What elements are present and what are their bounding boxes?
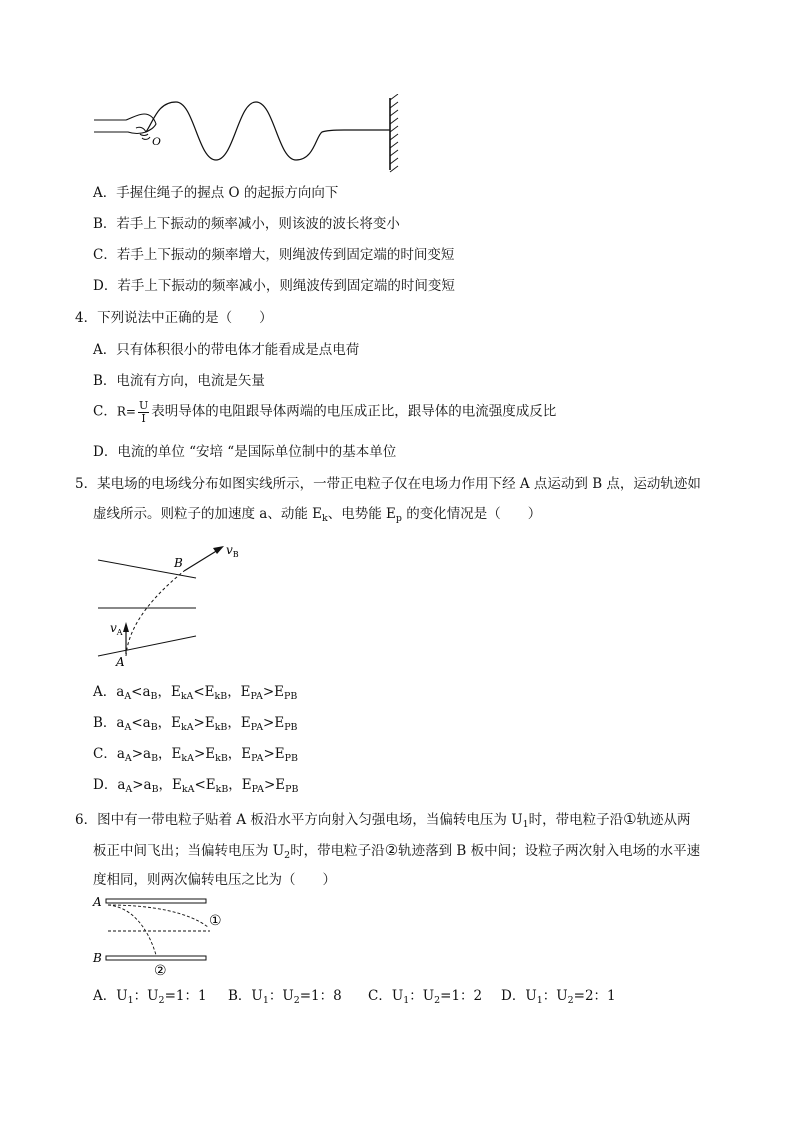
label-plate-a: A xyxy=(93,895,102,909)
label-a: A xyxy=(116,655,125,669)
trajectory-2-label: ② xyxy=(154,963,167,978)
trajectory-1-label: ① xyxy=(209,913,222,929)
q4-option-d: D．电流的单位 “安培 “是国际单位制中的基本单位 xyxy=(93,444,397,460)
velocity-vector-b xyxy=(184,550,218,571)
q6-stem-line1: 6．图中有一带电粒子贴着 A 板沿水平方向射入匀强电场，当偏转电压为 $U_1$时，带电粒子沿①轨迹从两 xyxy=(75,810,691,830)
capacitor-plates-figure xyxy=(92,894,242,978)
q3-option-b: B．若手上下振动的频率减小，则该波的波长将变小 xyxy=(93,216,400,232)
rope-wave-figure xyxy=(88,94,408,178)
formula-r: R= xyxy=(116,404,136,419)
q5-option-d: D．$a_A>a_B$，$E_{kA}<E_{kB}$，$E_{PA}>E_{PB}$ xyxy=(93,777,299,795)
plate-b xyxy=(106,956,206,960)
q4-option-a: A．只有体积很小的带电体才能看成是点电荷 xyxy=(93,342,360,358)
circle-1: ① xyxy=(623,810,637,828)
trajectory-2 xyxy=(108,905,156,955)
fraction-u-over-i: $\frac{U}{I}$ xyxy=(138,399,149,425)
particle-trajectory xyxy=(126,571,184,656)
electric-field-figure xyxy=(92,540,252,670)
label-vb: $v_B$ xyxy=(226,543,239,559)
q3-option-d: D．若手上下振动的频率减小，则绳波传到固定端的时间变短 xyxy=(93,278,455,294)
q4-option-b: B．电流有方向，电流是矢量 xyxy=(93,373,265,389)
label-b: B xyxy=(174,556,183,570)
q5-option-a: A．$a_A<a_B$，$E_{kA}<E_{kB}$，$E_{PA}>E_{PB}$ xyxy=(93,684,298,702)
q4-stem: 4．下列说法中正确的是（ ） xyxy=(75,310,273,326)
q6-option-b: B．$U_1$：$U_2=1$：8 xyxy=(228,988,342,1006)
trajectory-1 xyxy=(108,905,208,927)
q6-option-c: C．$U_1$：$U_2=1$：2 xyxy=(368,988,483,1006)
label-plate-b: B xyxy=(93,951,102,965)
circle-2: ② xyxy=(384,841,399,859)
q5-option-b: B．$a_A<a_B$，$E_{kA}>E_{kB}$，$E_{PA}>E_{PB}$ xyxy=(93,715,298,733)
rope-wave xyxy=(146,102,390,160)
point-o-label: O xyxy=(152,134,161,148)
q6-stem-line3: 度相同，则两次偏转电压之比为（ ） xyxy=(93,872,336,888)
field-line-bottom xyxy=(98,636,196,656)
q6-option-d: D．$U_1$：$U_2=2$：1 xyxy=(501,988,616,1006)
q4-option-c: C．R= $\frac{U}{I}$ 表明导体的电阻跟导体两端的电压成正比，跟导体的电流强度成反比 xyxy=(93,399,557,425)
q3-option-a: A．手握住绳子的握点 O 的起振方向向下 xyxy=(93,185,339,201)
q6-stem-line2: 板正中间飞出；当偏转电压为 $U_2$时，带电粒子沿②轨迹落到 B 板中间；设粒子两次射入电场的水平速 xyxy=(93,841,701,861)
q5-stem-line1: 5．某电场的电场线分布如图实线所示，一带正电粒子仅在电场力作用下经 A 点运动到 B 点，运动轨迹如 xyxy=(75,476,701,492)
label-va: $v_A$ xyxy=(110,621,123,637)
q5-option-c: C．$a_A>a_B$，$E_{kA}>E_{kB}$，$E_{PA}>E_{PB}$ xyxy=(93,746,298,764)
q5-stem-line2: 虚线所示。则粒子的加速度 a、动能 $E_k$、电势能 $E_p$ 的变化情况是（ ） xyxy=(93,506,542,524)
q6-option-a: A．$U_1$：$U_2=1$：1 xyxy=(93,988,207,1006)
plate-a xyxy=(106,899,206,903)
q3-option-c: C．若手上下振动的频率增大，则绳波传到固定端的时间变短 xyxy=(93,247,455,263)
